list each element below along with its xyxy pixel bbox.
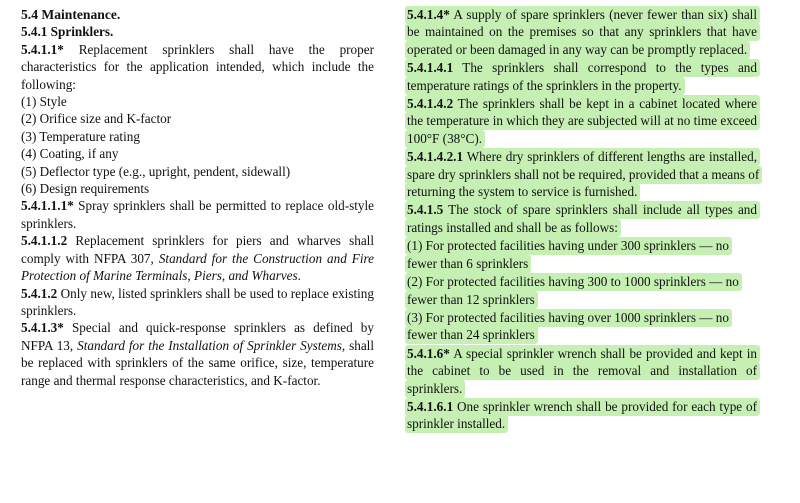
para-text-end: . [297,268,301,284]
para-number: 5.4.1.1* [21,41,64,57]
para-text: The sprinklers shall correspond to the types and temperature ratings of the sprinklers in the property. [407,60,757,93]
paragraph-5-4-1-4-2 [405,95,760,147]
list-item [405,309,760,344]
para-number: 5.4.1.1.1* [21,198,74,214]
list-item: (3) Temperature rating [21,128,140,144]
para-text: A supply of spare sprinklers (never fewer than six) shall be maintained on the premises so that any sprinklers that have operated or been damaged in any way can be promptly replaced. [407,7,757,57]
para-text: Where dry sprinklers of different lengths are installed, spare dry sprinklers shall not be required, provided that a means of returning the system to service is furnished. [407,149,760,200]
paragraph-5-4-1-4-1 [405,59,760,94]
subsection-heading: 5.4.1 Sprinklers. [21,24,114,40]
para-text: The stock of spare sprinklers shall include all types and ratings installed and shall be as follows: [407,202,757,235]
paragraph-5-4-1-6-1 [405,398,760,433]
list-item-text: (3) For protected facilities having over 1000 sprinklers — no fewer than 24 sprinklers [405,309,732,344]
para-text: Only new, listed sprinklers shall be used to replace existing sprinklers. [21,285,374,318]
paragraph-5-4-1-1-2 [21,232,374,284]
standard-title: Standard for the Installation of Sprinkler Systems [77,337,342,353]
para-number: 5.4.1.3* [21,320,64,336]
paragraph-5-4-1-2 [21,285,374,320]
para-number: 5.4.1.4* [407,7,450,22]
list-item: (2) Orifice size and K-factor [21,111,172,127]
para-text: One sprinkler wrench shall be provided for each type of sprinkler installed. [407,398,758,432]
left-column [21,6,374,389]
para-number: 5.4.1.4.1 [407,60,454,76]
paragraph-5-4-1-5 [405,201,760,236]
list-item: (5) Deflector type (e.g., upright, pendent, sidewall) [21,163,291,179]
para-text: Spray sprinklers shall be permitted to replace old-style sprinklers. [21,198,374,231]
para-text: Special and quick-response sprinklers as defined by NFPA 13, [21,320,374,353]
list-item-text: (1) For protected facilities having under 300 sprinklers — no fewer than 6 sprinklers [405,237,732,272]
para-number: 5.4.1.1.2 [21,233,68,249]
paragraph-5-4-1-1 [21,41,374,93]
para-number: 5.4.1.4.2.1 [407,149,464,165]
paragraph-5-4-1-4 [405,6,760,58]
paragraph-5-4-1-4-2-1 [405,148,760,200]
para-number: 5.4.1.2 [21,285,58,301]
para-number: 5.4.1.4.2 [407,96,454,112]
para-text-end: , shall be replaced with sprinklers of the same orifice, size, temperature range and thermal response characteristics, and K-factor. [21,337,374,388]
list-item-text: (2) For protected facilities having 300 to 1000 sprinklers — no fewer than 12 sprinklers [405,273,742,308]
right-column [405,6,760,434]
para-number: 5.4.1.5 [407,202,444,218]
para-number: 5.4.1.6* [407,345,450,361]
list-item: (6) Design requirements [21,181,150,197]
list-item: (4) Coating, if any [21,146,119,162]
para-number: 5.4.1.6.1 [407,398,454,414]
para-text: Replacement sprinklers for piers and wharves shall comply with NFPA 307, [21,233,374,266]
standard-title: Standard for the Construction and Fire Protection of Marine Terminals, Piers, and Wharves [21,250,375,284]
paragraph-5-4-1-1-1 [21,197,374,232]
list-item [405,273,760,308]
paragraph-5-4-1-6 [405,345,760,397]
section-heading: 5.4 Maintenance. [21,7,121,22]
list-item [405,237,760,272]
para-text: Replacement sprinklers shall have the proper characteristics for the application intended, which include the following: [21,41,374,92]
paragraph-5-4-1-3 [21,319,374,389]
para-text: The sprinklers shall be kept in a cabinet located where the temperature in which they are subjected will at no time exceed 100°F (38°C). [407,96,757,146]
list-item: (1) Style [21,94,67,110]
para-text: A special sprinkler wrench shall be provided and kept in the cabinet to be used in the removal and installation of sprinklers. [407,345,757,396]
